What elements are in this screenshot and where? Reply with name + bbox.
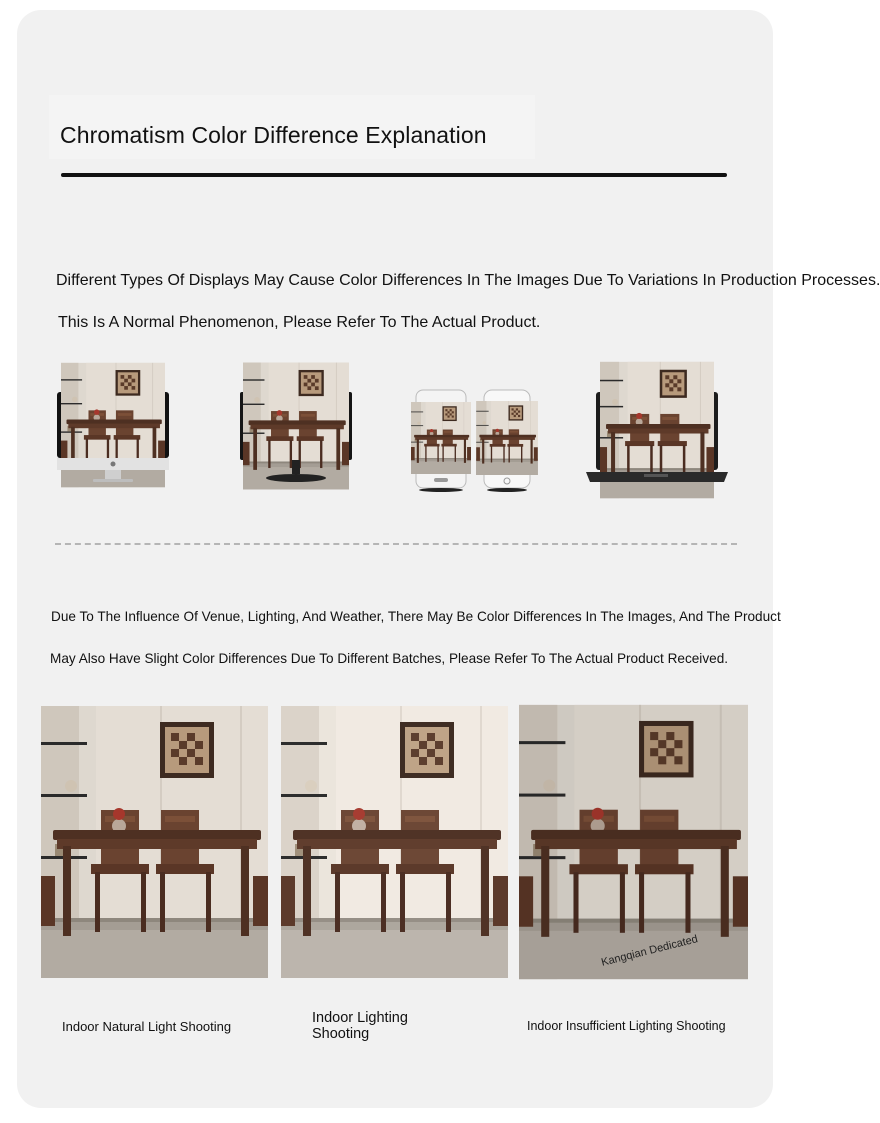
intro-line-2: This Is A Normal Phenomenon, Please Refer To The Actual Product. (58, 314, 541, 331)
caption-indoor-lighting: Indoor Lighting Shooting (312, 1010, 408, 1042)
notice-line-1: Due To The Influence Of Venue, Lighting, And Weather, There May Be Color Differences In The Images, And The Product (51, 609, 781, 624)
intro-line-1: Different Types Of Displays May Cause Color Differences In The Images Due To Variations In Production Processes. (56, 272, 880, 289)
title-rule (61, 173, 727, 177)
watermark: Kangqian Dedicated (600, 933, 700, 969)
smartphones-image (414, 388, 534, 494)
notice-line-2: May Also Have Slight Color Differences Due To Different Batches, Please Refer To The Actual Product Received. (50, 651, 729, 666)
monitor-image (238, 390, 354, 486)
photo-indoor-lighting (281, 706, 508, 978)
page-title: Chromatism Color Difference Explanation (60, 122, 487, 148)
caption-natural-light: Indoor Natural Light Shooting (62, 1019, 232, 1034)
photo-natural-light (41, 706, 268, 978)
laptop-image (584, 390, 730, 486)
desktop-all-in-one-image (55, 390, 173, 486)
dashed-divider (55, 543, 737, 545)
photo-insufficient-lighting (519, 706, 748, 978)
caption-insufficient-lighting: Indoor Insufficient Lighting Shooting (527, 1019, 726, 1033)
